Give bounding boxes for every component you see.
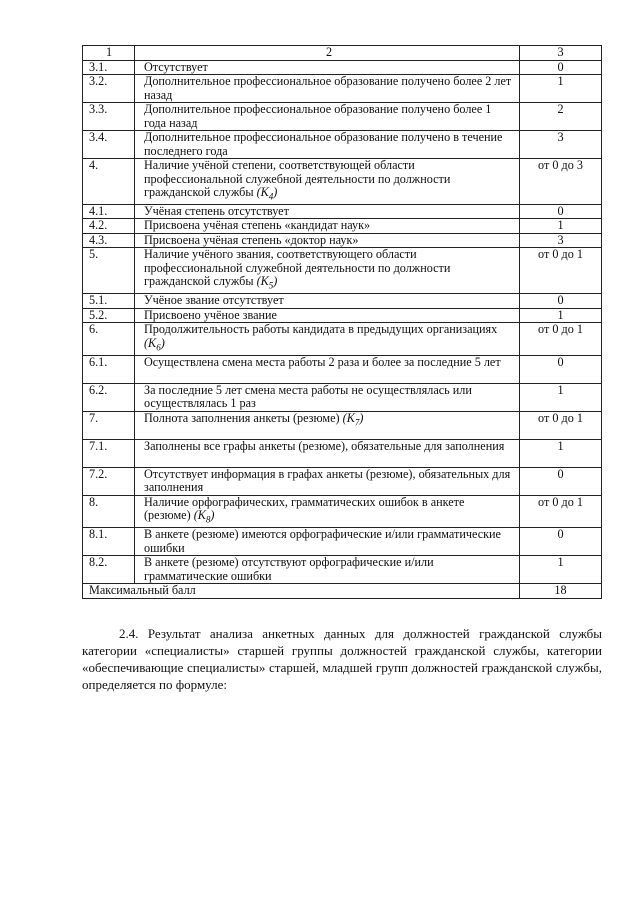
row-number: 4. [83, 159, 135, 205]
row-number: 7. [83, 411, 135, 439]
row-score: от 0 до 1 [520, 411, 602, 439]
table-row [83, 294, 602, 309]
total-label: Максимальный балл [83, 584, 520, 599]
row-number: 3.4. [83, 131, 135, 159]
table-row [83, 131, 602, 159]
row-criterion [135, 467, 520, 495]
coefficient-letter: (K [193, 508, 206, 523]
row-score: 1 [520, 219, 602, 234]
table-row [83, 439, 602, 467]
criterion-text: Заполнены все графы анкеты (резюме), обязательные для заполнения [144, 438, 505, 453]
row-criterion [135, 439, 520, 467]
coefficient-index: 5 [268, 280, 274, 291]
row-number: 3.2. [83, 75, 135, 103]
row-number: 5.2. [83, 308, 135, 323]
row-score: от 0 до 1 [520, 323, 602, 355]
row-criterion [135, 204, 520, 219]
coefficient-index: 6 [156, 342, 161, 353]
coefficient-label [342, 410, 364, 428]
criterion-text: В анкете (резюме) отсутствуют орфографические и/или грамматические ошибки [144, 555, 434, 583]
coefficient-index: 7 [354, 417, 360, 428]
criterion-text: Присвоена учёная степень «кандидат наук» [144, 218, 371, 233]
table-row [83, 159, 602, 205]
table-row [83, 556, 602, 584]
coefficient-close: ) [273, 274, 278, 289]
row-number: 5.1. [83, 294, 135, 309]
header-col-1: 1 [83, 46, 135, 61]
coefficient-close: ) [273, 185, 278, 199]
criterion-text: Дополнительное профессиональное образование получено более 2 лет назад [144, 74, 512, 102]
row-score: 1 [520, 556, 602, 584]
row-score: от 0 до 1 [520, 495, 602, 527]
row-number: 5. [83, 248, 135, 294]
table-row [83, 204, 602, 219]
table-row [83, 219, 602, 234]
row-criterion [135, 248, 520, 294]
criterion-text: Продолжительность работы кандидата в предыдущих организациях [144, 322, 498, 337]
criterion-text: Наличие орфографических, грамматических ошибок в анкете (резюме) [144, 494, 465, 523]
row-score: 0 [520, 204, 602, 219]
table-row [83, 248, 602, 294]
row-criterion [135, 308, 520, 323]
row-criterion [135, 219, 520, 234]
table-row [83, 60, 602, 75]
criteria-table [82, 45, 602, 599]
row-score: 0 [520, 528, 602, 556]
coefficient-label [144, 335, 165, 353]
row-criterion [135, 383, 520, 411]
row-score: 1 [520, 308, 602, 323]
row-score: 3 [520, 131, 602, 159]
coefficient-letter: (K [144, 335, 157, 350]
row-score: 3 [520, 233, 602, 248]
coefficient-letter: (K [256, 274, 269, 289]
row-number: 6.1. [83, 355, 135, 383]
coefficient-letter: (K [256, 185, 269, 199]
table-row [83, 467, 602, 495]
row-criterion [135, 556, 520, 584]
row-score: 1 [520, 383, 602, 411]
coefficient-close: ) [359, 410, 364, 425]
row-number: 8.1. [83, 528, 135, 556]
table-row [83, 233, 602, 248]
coefficient-index: 4 [268, 191, 274, 202]
row-number: 4.3. [83, 233, 135, 248]
table-row [83, 308, 602, 323]
table-row [83, 495, 602, 527]
coefficient-close: ) [210, 508, 215, 523]
criterion-text: В анкете (резюме) имеются орфографические и/или грамматические ошибки [144, 527, 501, 555]
criterion-text: Полнота заполнения анкеты (резюме) [144, 410, 340, 425]
row-criterion [135, 323, 520, 355]
row-score: 2 [520, 103, 602, 131]
row-score: 0 [520, 294, 602, 309]
row-number: 6.2. [83, 383, 135, 411]
table-row [83, 528, 602, 556]
row-number: 3.3. [83, 103, 135, 131]
row-number: 4.1. [83, 204, 135, 219]
criterion-text: Дополнительное профессиональное образование получено более 1 года назад [144, 102, 492, 130]
row-score: от 0 до 1 [520, 248, 602, 294]
row-number: 7.1. [83, 439, 135, 467]
criterion-text: Отсутствует информация в графах анкеты (резюме), обязательных для заполнения [144, 466, 511, 495]
header-col-3: 3 [520, 46, 602, 61]
table-row [83, 411, 602, 439]
row-score: 0 [520, 355, 602, 383]
row-criterion [135, 131, 520, 159]
row-number: 4.2. [83, 219, 135, 234]
coefficient-letter: (K [342, 410, 355, 425]
coefficient-index: 8 [205, 514, 211, 525]
row-number: 6. [83, 323, 135, 355]
row-score: 1 [520, 75, 602, 103]
row-criterion [135, 528, 520, 556]
paragraph-2-4: 2.4. Результат анализа анкетных данных для должностей гражданской службы категории «специалисты» старшей группы должностей гражданской службы, категории «обеспечивающие специалисты» старшей, младшей групп должностей гражданской службы, определяется по формуле: [82, 626, 602, 692]
row-criterion [135, 159, 520, 205]
table-row [83, 103, 602, 131]
header-col-2: 2 [135, 46, 520, 61]
table-row [83, 355, 602, 383]
criterion-text: Осуществлена смена места работы 2 раза и более за последние 5 лет [144, 354, 501, 369]
row-criterion [135, 495, 520, 527]
table-row [83, 323, 602, 355]
criterion-text: Учёная степень отсутствует [144, 203, 289, 218]
coefficient-label [193, 508, 215, 525]
row-number: 8. [83, 495, 135, 527]
criterion-text: За последние 5 лет смена места работы не осуществлялась или осуществлялась 1 раз [144, 382, 472, 411]
row-score: 0 [520, 60, 602, 75]
total-value: 18 [520, 584, 602, 599]
table-row [83, 75, 602, 103]
coefficient-close: ) [160, 335, 165, 350]
criterion-text: Наличие учёной степени, соответствующей области профессиональной служебной деятельности по должности гражданской службы [144, 158, 451, 199]
criterion-text: Отсутствует [144, 59, 208, 74]
row-criterion [135, 294, 520, 309]
criterion-text: Присвоена учёная степень «доктор наук» [144, 232, 359, 247]
total-row [83, 584, 602, 599]
table-header-row [83, 46, 602, 61]
row-score: 1 [520, 439, 602, 467]
row-number: 7.2. [83, 467, 135, 495]
row-number: 8.2. [83, 556, 135, 584]
row-criterion [135, 355, 520, 383]
row-criterion [135, 60, 520, 75]
row-number: 3.1. [83, 60, 135, 75]
row-criterion [135, 233, 520, 248]
row-criterion [135, 75, 520, 103]
row-score: от 0 до 3 [520, 159, 602, 205]
criterion-text: Присвоено учёное звание [144, 307, 277, 322]
criterion-text: Наличие учёного звания, соответствующего области профессиональной служебной деятельности по должности гражданской службы [144, 247, 451, 289]
row-criterion [135, 411, 520, 439]
row-score: 0 [520, 467, 602, 495]
criterion-text: Учёное звание отсутствует [144, 293, 284, 308]
table-row [83, 383, 602, 411]
coefficient-label [256, 185, 278, 202]
row-criterion [135, 103, 520, 131]
coefficient-label [256, 274, 278, 291]
criterion-text: Дополнительное профессиональное образование получено в течение последнего года [144, 130, 503, 158]
